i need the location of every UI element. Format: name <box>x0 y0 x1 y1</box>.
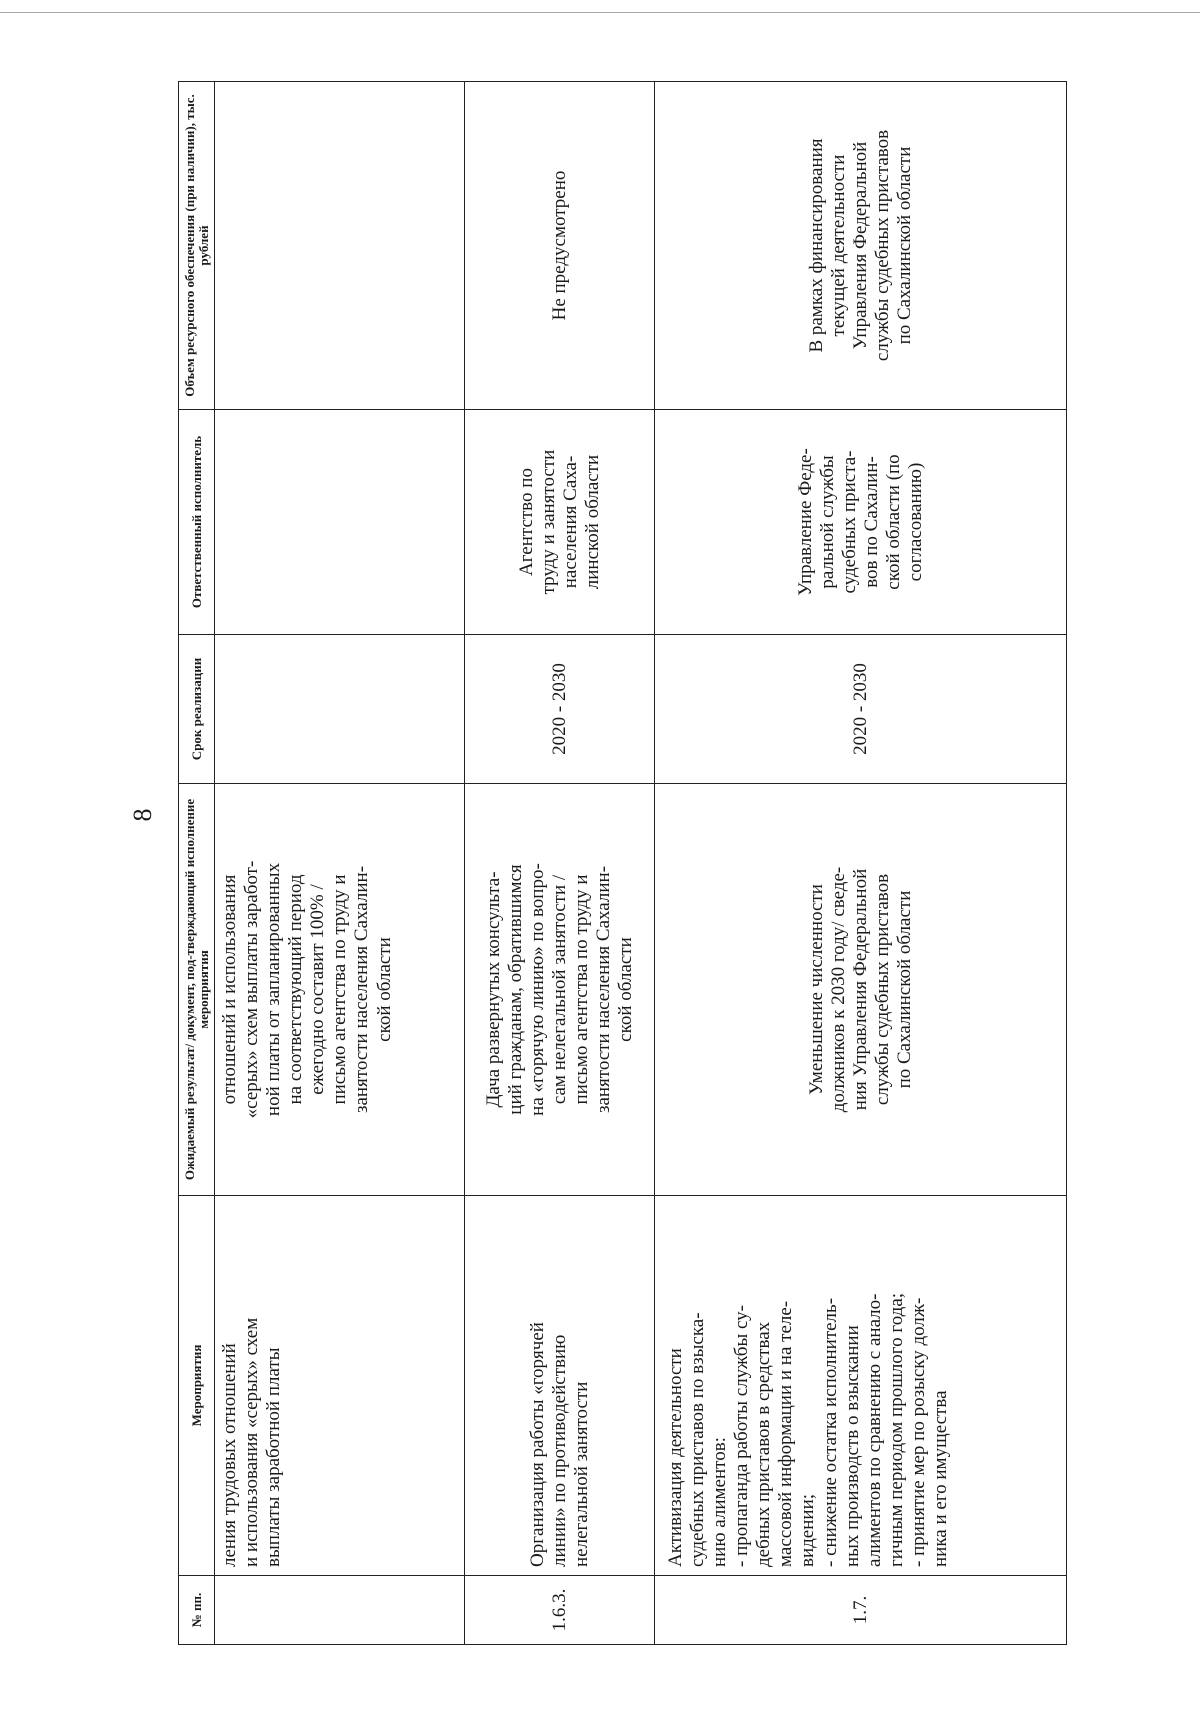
cell-result <box>655 784 1067 1196</box>
text-line: текущей деятельности <box>827 154 849 337</box>
text-line: ных производств о взыскании <box>841 1325 863 1567</box>
text-line: «серых» схем выплаты заработ- <box>241 860 263 1119</box>
cell-resources <box>465 82 655 410</box>
text-line: выплаты заработной платы <box>263 1347 285 1567</box>
text-line: гичным периодом прошлого года; <box>885 1292 907 1567</box>
text-line: - снижение остатка исполнитель- <box>819 1297 841 1567</box>
text-line: нию алиментов: <box>709 1437 731 1567</box>
text-line: судебных приставов по взыска- <box>687 1312 709 1567</box>
text-line: судебных приста- <box>838 450 860 594</box>
text-line: письмо агентства по труду и <box>329 874 351 1105</box>
text-line: Агентство по <box>515 468 537 576</box>
rotated-page <box>128 82 1066 1645</box>
text-line: видении; <box>797 1493 819 1567</box>
measures-table <box>178 81 1067 1645</box>
text-line: Не предусмотрено <box>548 170 570 321</box>
text-line: алиментов по сравнению с анало- <box>863 1293 885 1567</box>
text-line: дебных приставов в средствах <box>753 1321 775 1567</box>
text-line: ской области <box>614 937 636 1042</box>
header-executor: Ответственный исполнитель <box>179 410 215 635</box>
cell-term: 2020 - 2030 <box>655 635 1067 784</box>
text-line: Дача развернутых консульта- <box>482 871 504 1108</box>
header-resources: Объем ресурсного обеспечения (при наличии), тыс. рублей <box>179 82 215 410</box>
header-event: Мероприятия <box>179 1196 215 1576</box>
text-line: Организация работы «горячей <box>526 1322 548 1567</box>
cell-resources <box>215 82 465 410</box>
text-line: ской области (по <box>882 454 904 590</box>
text-line: ций гражданам, обратившимся <box>504 864 526 1115</box>
text-line: Управление Феде- <box>794 448 816 596</box>
text-line: на соответствующий период <box>285 874 307 1105</box>
text-line: Управления Федеральной <box>849 141 871 350</box>
text-line: занятости населения Сахалин- <box>351 865 373 1114</box>
header-result: Ожидаемый результат/ документ, под-тверждающий исполнение мероприятия <box>179 784 215 1196</box>
text-line: массовой информации и на теле- <box>775 1300 797 1567</box>
text-line: сам нелегальной занятости / <box>548 874 570 1105</box>
text-line: на «горячую линию» по вопро- <box>526 863 548 1116</box>
table-row <box>655 82 1067 1645</box>
text-line: службы судебных приставов <box>871 873 893 1106</box>
text-line: занятости населения Сахалин- <box>592 865 614 1114</box>
header-num: № пп. <box>179 1576 215 1645</box>
text-line: линской области <box>581 454 603 590</box>
table-row <box>465 82 655 1645</box>
text-line: ника и его имущества <box>929 1390 951 1567</box>
text-line: Уменьшение численности <box>805 884 827 1095</box>
text-line: ния Управления Федеральной <box>849 868 871 1111</box>
cell-event <box>465 1196 655 1576</box>
scan-edge-line <box>0 12 1200 13</box>
text-line: письмо агентства по труду и <box>570 874 592 1105</box>
text-line: должников к 2030 году/ сведе- <box>827 866 849 1113</box>
text-line: населения Саха- <box>559 455 581 589</box>
text-line: линии» по противодействию <box>548 1334 570 1567</box>
text-line: нелегальной занятости <box>570 1381 592 1567</box>
text-line: ной платы от запланированных <box>263 862 285 1117</box>
table-row <box>215 82 465 1645</box>
cell-num <box>215 1576 465 1645</box>
cell-executor <box>655 410 1067 635</box>
page-number: 8 <box>128 808 157 822</box>
cell-event <box>215 1196 465 1576</box>
cell-executor <box>215 410 465 635</box>
cell-event <box>655 1196 1067 1576</box>
cell-num: 1.7. <box>655 1576 1067 1645</box>
table-header-row <box>179 82 215 1645</box>
text-line: - принятие мер по розыску долж- <box>907 1297 929 1567</box>
text-line: и использования «серых» схем <box>241 1317 263 1567</box>
text-line: ральной службы <box>816 455 838 589</box>
text-line: вов по Сахалин- <box>860 456 882 588</box>
cell-result <box>465 784 655 1196</box>
cell-resources <box>655 82 1067 410</box>
text-line: согласованию) <box>904 462 926 582</box>
cell-num: 1.6.3. <box>465 1576 655 1645</box>
text-line: Активизация деятельности <box>665 1348 687 1567</box>
text-line: отношений и использования <box>219 874 241 1105</box>
text-line: ежегодно составит 100% / <box>307 884 329 1095</box>
cell-result <box>215 784 465 1196</box>
text-line: труду и занятости <box>537 449 559 595</box>
text-line: ской области <box>373 937 395 1042</box>
text-line: ления трудовых отношений <box>219 1343 241 1567</box>
text-line: по Сахалинской области <box>893 146 915 345</box>
cell-term <box>215 635 465 784</box>
cell-executor <box>465 410 655 635</box>
text-line: службы судебных приставов <box>871 129 893 362</box>
cell-term: 2020 - 2030 <box>465 635 655 784</box>
text-line: В рамках финансирования <box>805 138 827 353</box>
text-line: - пропаганда работы службы су- <box>731 1305 753 1567</box>
text-line: по Сахалинской области <box>893 890 915 1089</box>
header-term: Срок реализации <box>179 635 215 784</box>
